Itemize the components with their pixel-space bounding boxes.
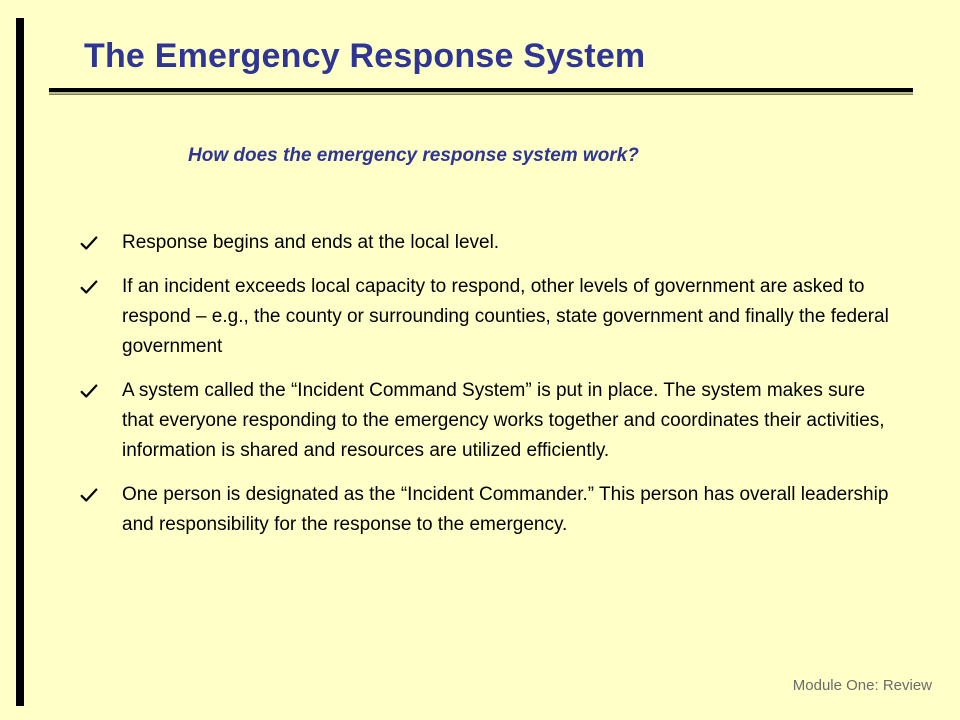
checkmark-icon <box>78 484 100 506</box>
bullet-item <box>72 480 892 540</box>
bullet-item <box>72 272 892 362</box>
checkmark-icon <box>78 380 100 402</box>
checkmark-icon <box>78 232 100 254</box>
bullet-text: Response begins and ends at the local level. <box>122 232 500 253</box>
left-accent-bar <box>16 18 24 706</box>
title-underline <box>49 88 913 94</box>
bullet-text: A system called the “Incident Command System” is put in place. The system makes sure that everyone responding to the emergency works together and coordinates their activities, information is shared and resources are utilized efficiently. <box>122 380 885 461</box>
checkmark-icon <box>78 276 100 298</box>
slide-footer: Module One: Review <box>792 677 932 694</box>
page-title: The Emergency Response System <box>84 37 646 75</box>
bullet-item <box>72 376 892 466</box>
bullet-list <box>72 228 892 554</box>
bullet-item <box>72 228 892 258</box>
slide-subtitle: How does the emergency response system work? <box>188 145 639 166</box>
bullet-text: If an incident exceeds local capacity to respond, other levels of government are asked to respond – e.g., the county or surrounding counties, state government and finally the federal government <box>122 276 889 357</box>
bullet-text: One person is designated as the “Incident Commander.” This person has overall leadership and responsibility for the response to the emergency. <box>122 484 889 535</box>
